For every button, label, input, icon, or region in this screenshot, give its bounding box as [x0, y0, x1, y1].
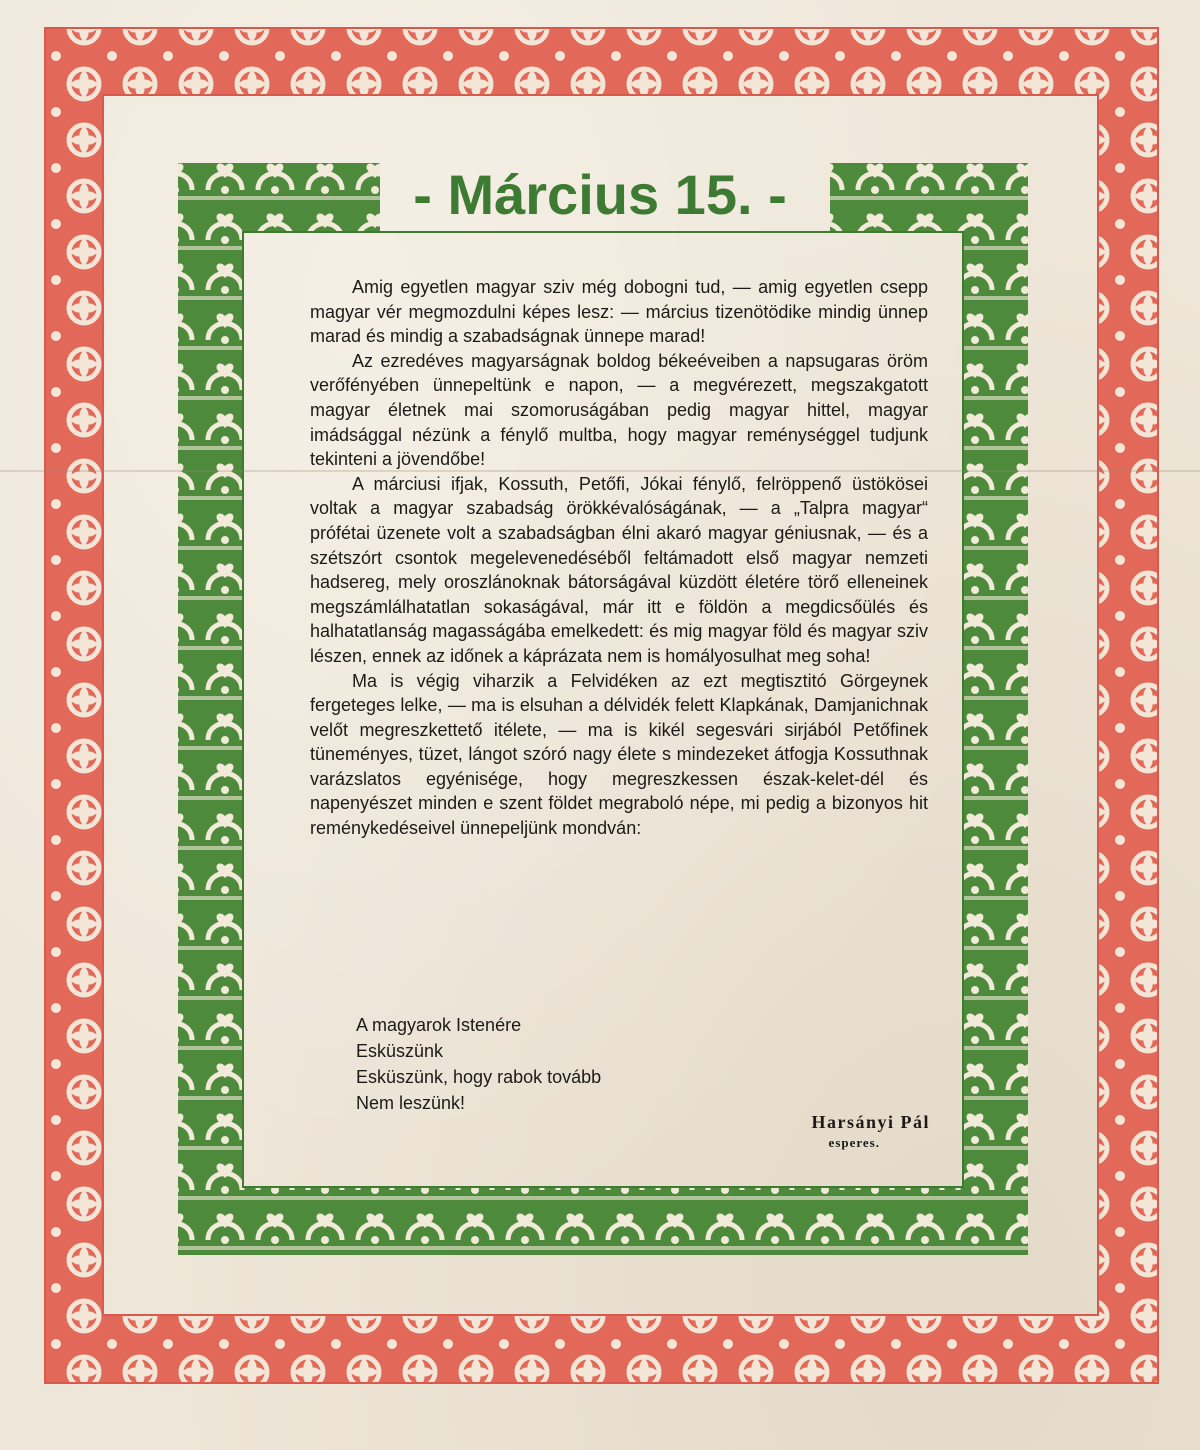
- signature-name: Harsányi Pál: [811, 1112, 930, 1132]
- signature: [720, 1110, 930, 1152]
- body-text: [310, 275, 928, 841]
- paragraph: A márciusi ifjak, Kossuth, Petőfi, Jókai fénylő, felröppenő üstökösei voltak a magyar szabadság örökkévalóságának, — a „Talpra magyar“ prófétai üzenete volt a szabadságban élni akaró magyar géniusnak, — és a szétszórt csontok megelevenedéséből feltámadott első magyar nemzeti hadsereg, mely oroszlánoknak bátorságával küzdött életére törő elleneinek megszámlálhatatlan sokaságával, már itt e földön a megdicsőülés és halhatatlanság magasságába emelkedett: és mig magyar föld és magyar sziv lészen, ennek az időnek a káprázata nem is homályosulhat meg soha!: [310, 473, 928, 666]
- verse-line: Esküszünk: [356, 1041, 444, 1061]
- page-title: - Március 15. -: [413, 163, 787, 226]
- verse-block: [356, 1012, 601, 1116]
- signature-title: esperes.: [828, 1135, 880, 1150]
- paragraph: Amig egyetlen magyar sziv még dobogni tud, — amig egyetlen csepp magyar vér megmozdulni képes lesz: — március tizenötödike mindig ünnep marad és mindig a szabadságnak ünnepe marad!: [310, 277, 928, 347]
- paragraph: Az ezredéves magyarságnak boldog békeéveiben a napsugaras öröm verőfényében ünnepeltünk e napon, — a megvérezett, megszakgatott magyar életnek mai szomoruságában pedig magyar hittel, magyar imádsággal nézünk a fénylő multba, hogy magyar reménységgel tudjunk tekinteni a jövendőbe!: [310, 350, 928, 470]
- verse-line: Nem leszünk!: [356, 1093, 466, 1113]
- paragraph: Ma is végig viharzik a Felvidéken az ezt megtisztitó Görgeynek fergeteges lelke, — ma is elsuhan a délvidék felett Klapkának, Damjanichnak velőt megreszkettető itélete, — ma is kikél segesvári sirjából Petőfinek tüneményes, tüzet, lángot szóró nagy élete s mindezeket átfogja Kossuthnak varázslatos egyénisége, hogy megreszkessen észak-kelet-dél és napenyészet minden e szent földet megraboló népe, mi pedig a bizonyos hit reménykedéseivel ünnepeljünk mondván:: [310, 670, 928, 839]
- verse-line: A magyarok Istenére: [356, 1015, 522, 1035]
- verse-line: Esküszünk, hogy rabok tovább: [356, 1067, 602, 1087]
